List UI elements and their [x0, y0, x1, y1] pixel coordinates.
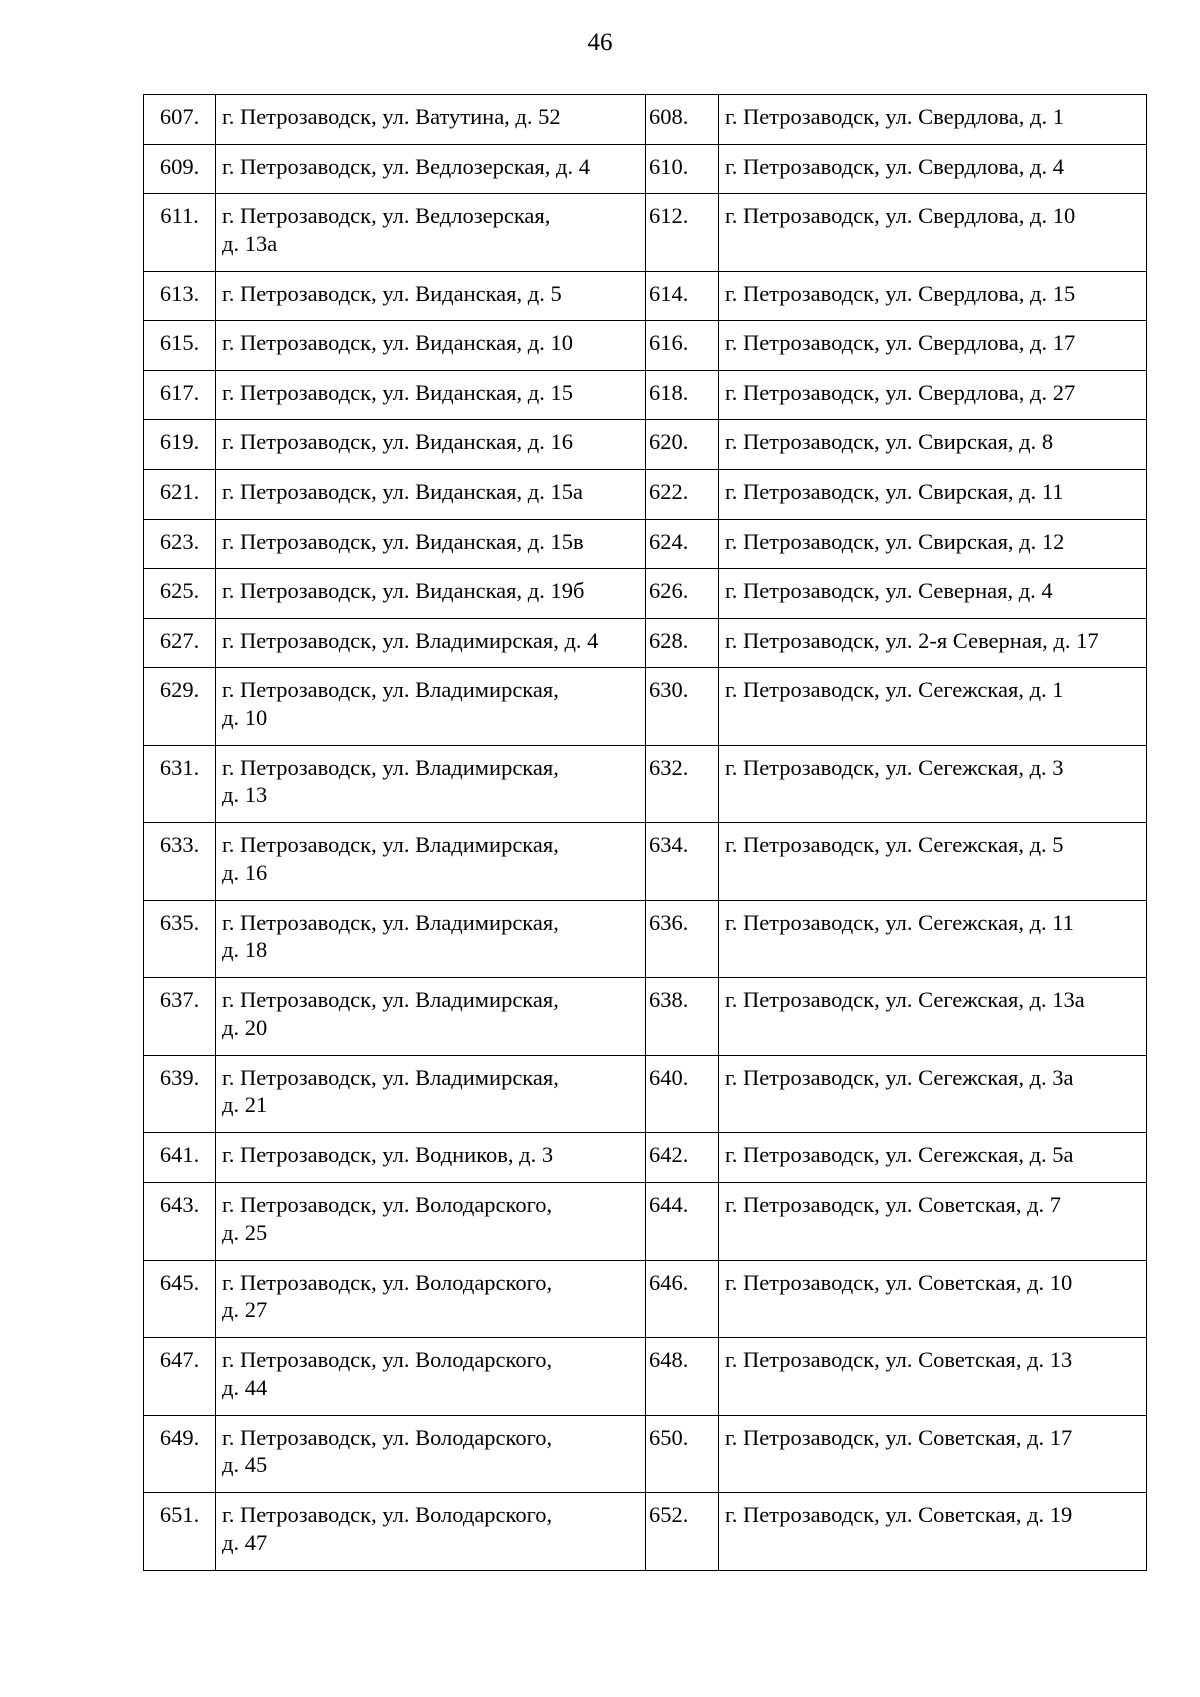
address-right: г. Петрозаводск, ул. Советская, д. 7: [719, 1183, 1147, 1261]
address-right: г. Петрозаводск, ул. Свердлова, д. 4: [719, 144, 1147, 194]
address-left: г. Петрозаводск, ул. Володарского, д. 45: [216, 1415, 646, 1493]
address-left: г. Петрозаводск, ул. Владимирская, д. 21: [216, 1055, 646, 1133]
table-row: [144, 95, 1147, 145]
item-number-left: 649.: [144, 1415, 216, 1493]
item-number-right: 636.: [646, 900, 719, 978]
item-number-left: 613.: [144, 271, 216, 321]
item-number-right: 628.: [646, 618, 719, 668]
address-left: г. Петрозаводск, ул. Володарского, д. 25: [216, 1183, 646, 1261]
table-row: [144, 1055, 1147, 1133]
table-row: [144, 618, 1147, 668]
table-row: [144, 321, 1147, 371]
address-right: г. Петрозаводск, ул. Северная, д. 4: [719, 569, 1147, 619]
table-row: [144, 1338, 1147, 1416]
address-left: г. Петрозаводск, ул. Водников, д. 3: [216, 1133, 646, 1183]
item-number-left: 611.: [144, 194, 216, 272]
address-left: г. Петрозаводск, ул. Владимирская, д. 20: [216, 978, 646, 1056]
table-row: [144, 1260, 1147, 1338]
item-number-right: 648.: [646, 1338, 719, 1416]
item-number-left: 615.: [144, 321, 216, 371]
item-number-left: 639.: [144, 1055, 216, 1133]
address-left: г. Петрозаводск, ул. Ватутина, д. 52: [216, 95, 646, 145]
item-number-right: 610.: [646, 144, 719, 194]
item-number-right: 612.: [646, 194, 719, 272]
address-right: г. Петрозаводск, ул. Свердлова, д. 15: [719, 271, 1147, 321]
item-number-left: 627.: [144, 618, 216, 668]
table-row: [144, 144, 1147, 194]
address-left: г. Петрозаводск, ул. Ведлозерская, д. 4: [216, 144, 646, 194]
table-row: [144, 978, 1147, 1056]
item-number-right: 616.: [646, 321, 719, 371]
address-right: г. Петрозаводск, ул. Советская, д. 19: [719, 1493, 1147, 1571]
address-left: г. Петрозаводск, ул. Владимирская, д. 16: [216, 823, 646, 901]
item-number-right: 650.: [646, 1415, 719, 1493]
address-right: г. Петрозаводск, ул. Сегежская, д. 3а: [719, 1055, 1147, 1133]
item-number-left: 617.: [144, 370, 216, 420]
table-row: [144, 745, 1147, 823]
address-left: г. Петрозаводск, ул. Виданская, д. 10: [216, 321, 646, 371]
address-left: г. Петрозаводск, ул. Виданская, д. 15в: [216, 519, 646, 569]
table-row: [144, 1133, 1147, 1183]
item-number-left: 645.: [144, 1260, 216, 1338]
address-left: г. Петрозаводск, ул. Владимирская, д. 10: [216, 668, 646, 746]
address-right: г. Петрозаводск, ул. 2-я Северная, д. 17: [719, 618, 1147, 668]
table-row: [144, 194, 1147, 272]
table-row: [144, 668, 1147, 746]
address-right: г. Петрозаводск, ул. Советская, д. 17: [719, 1415, 1147, 1493]
item-number-left: 625.: [144, 569, 216, 619]
address-left: г. Петрозаводск, ул. Виданская, д. 16: [216, 420, 646, 470]
address-right: г. Петрозаводск, ул. Свердлова, д. 27: [719, 370, 1147, 420]
address-right: г. Петрозаводск, ул. Свирская, д. 12: [719, 519, 1147, 569]
item-number-left: 607.: [144, 95, 216, 145]
table-row: [144, 569, 1147, 619]
table-row: [144, 420, 1147, 470]
table-row: [144, 900, 1147, 978]
address-right: г. Петрозаводск, ул. Сегежская, д. 1: [719, 668, 1147, 746]
address-right: г. Петрозаводск, ул. Сегежская, д. 3: [719, 745, 1147, 823]
address-right: г. Петрозаводск, ул. Свердлова, д. 17: [719, 321, 1147, 371]
item-number-right: 626.: [646, 569, 719, 619]
item-number-left: 633.: [144, 823, 216, 901]
item-number-right: 640.: [646, 1055, 719, 1133]
address-left: г. Петрозаводск, ул. Виданская, д. 15а: [216, 470, 646, 520]
item-number-left: 641.: [144, 1133, 216, 1183]
address-right: г. Петрозаводск, ул. Сегежская, д. 13а: [719, 978, 1147, 1056]
address-left: г. Петрозаводск, ул. Володарского, д. 44: [216, 1338, 646, 1416]
address-table-body: [144, 95, 1147, 1571]
address-left: г. Петрозаводск, ул. Володарского, д. 27: [216, 1260, 646, 1338]
address-left: г. Петрозаводск, ул. Виданская, д. 15: [216, 370, 646, 420]
item-number-left: 623.: [144, 519, 216, 569]
item-number-right: 622.: [646, 470, 719, 520]
address-right: г. Петрозаводск, ул. Сегежская, д. 11: [719, 900, 1147, 978]
table-row: [144, 1415, 1147, 1493]
item-number-right: 608.: [646, 95, 719, 145]
item-number-right: 644.: [646, 1183, 719, 1261]
table-row: [144, 1183, 1147, 1261]
address-right: г. Петрозаводск, ул. Сегежская, д. 5а: [719, 1133, 1147, 1183]
table-row: [144, 823, 1147, 901]
address-right: г. Петрозаводск, ул. Советская, д. 10: [719, 1260, 1147, 1338]
address-left: г. Петрозаводск, ул. Владимирская, д. 4: [216, 618, 646, 668]
item-number-right: 638.: [646, 978, 719, 1056]
item-number-left: 647.: [144, 1338, 216, 1416]
item-number-right: 646.: [646, 1260, 719, 1338]
item-number-right: 618.: [646, 370, 719, 420]
address-right: г. Петрозаводск, ул. Советская, д. 13: [719, 1338, 1147, 1416]
address-left: г. Петрозаводск, ул. Ведлозерская, д. 13а: [216, 194, 646, 272]
table-row: [144, 370, 1147, 420]
item-number-left: 643.: [144, 1183, 216, 1261]
table-row: [144, 519, 1147, 569]
item-number-left: 637.: [144, 978, 216, 1056]
address-left: г. Петрозаводск, ул. Виданская, д. 5: [216, 271, 646, 321]
item-number-left: 631.: [144, 745, 216, 823]
item-number-right: 614.: [646, 271, 719, 321]
address-left: г. Петрозаводск, ул. Владимирская, д. 13: [216, 745, 646, 823]
address-left: г. Петрозаводск, ул. Владимирская, д. 18: [216, 900, 646, 978]
address-left: г. Петрозаводск, ул. Виданская, д. 19б: [216, 569, 646, 619]
item-number-left: 629.: [144, 668, 216, 746]
item-number-right: 620.: [646, 420, 719, 470]
address-right: г. Петрозаводск, ул. Свердлова, д. 10: [719, 194, 1147, 272]
item-number-right: 652.: [646, 1493, 719, 1571]
item-number-right: 624.: [646, 519, 719, 569]
item-number-right: 632.: [646, 745, 719, 823]
page-number: 46: [587, 29, 613, 56]
table-row: [144, 470, 1147, 520]
table-row: [144, 271, 1147, 321]
item-number-left: 609.: [144, 144, 216, 194]
address-right: г. Петрозаводск, ул. Сегежская, д. 5: [719, 823, 1147, 901]
address-table: [143, 94, 1147, 1571]
address-left: г. Петрозаводск, ул. Володарского, д. 47: [216, 1493, 646, 1571]
item-number-left: 621.: [144, 470, 216, 520]
item-number-left: 635.: [144, 900, 216, 978]
item-number-right: 642.: [646, 1133, 719, 1183]
item-number-left: 619.: [144, 420, 216, 470]
address-right: г. Петрозаводск, ул. Свирская, д. 8: [719, 420, 1147, 470]
item-number-right: 630.: [646, 668, 719, 746]
item-number-left: 651.: [144, 1493, 216, 1571]
table-row: [144, 1493, 1147, 1571]
item-number-right: 634.: [646, 823, 719, 901]
address-right: г. Петрозаводск, ул. Свирская, д. 11: [719, 470, 1147, 520]
address-right: г. Петрозаводск, ул. Свердлова, д. 1: [719, 95, 1147, 145]
